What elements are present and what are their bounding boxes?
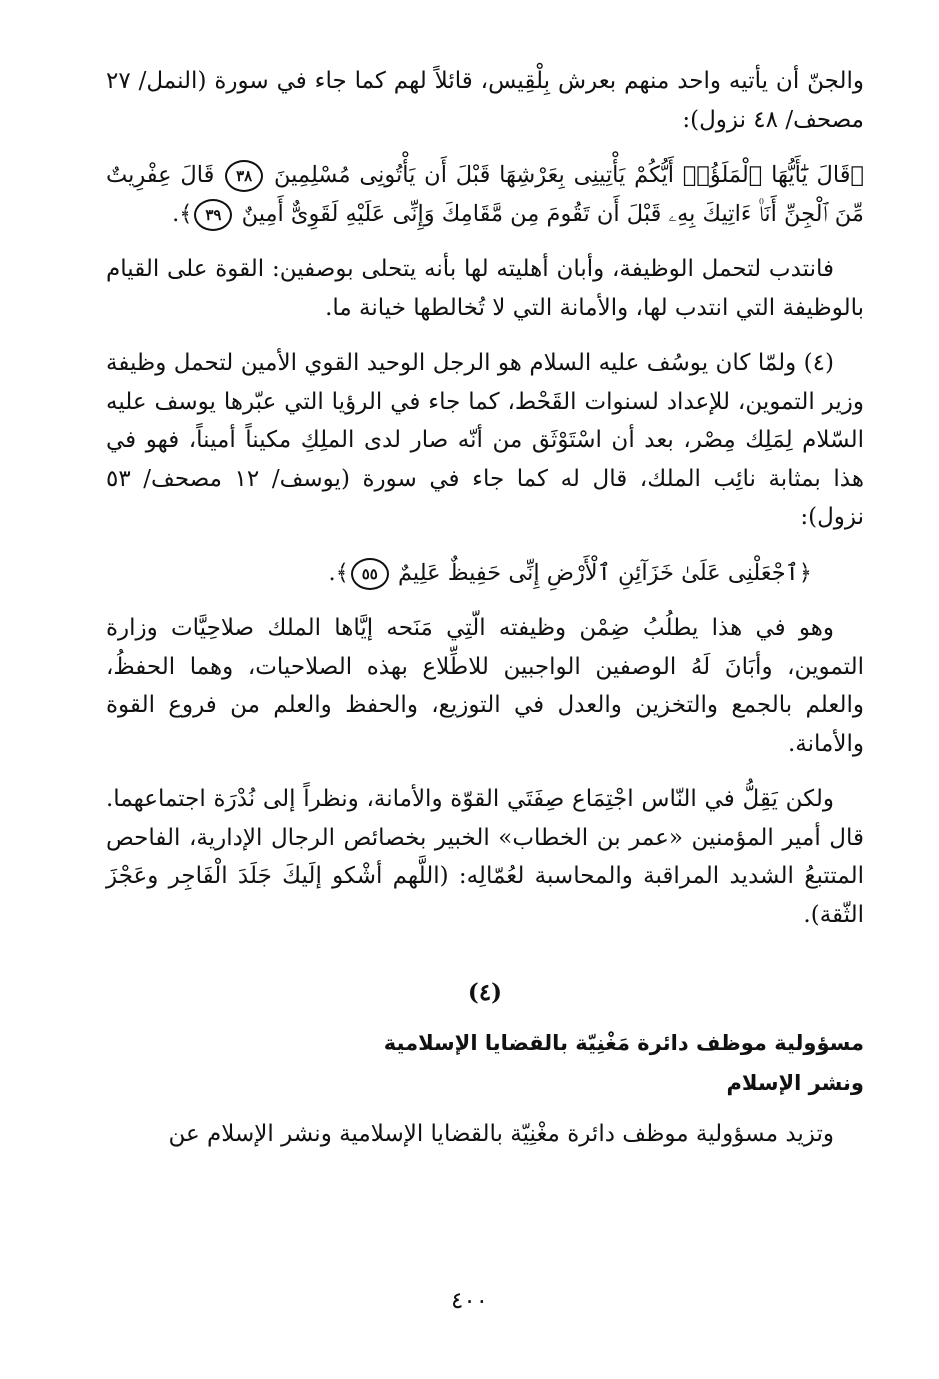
section-title-line-2: ونشر الإسلام (726, 1070, 864, 1095)
aya-number-39: ٣٩ (194, 199, 232, 231)
verse-1-text-a: ﴿قَالَ يَٰٓأَيُّهَا ٱلْمَلَؤُا۟ أَيُّكُمْ يَأْتِينِى بِعَرْشِهَا قَبْلَ أَن يَأْتُونِى مُسْلِمِينَ (274, 162, 864, 188)
page-number: ٤٠٠ (450, 1288, 489, 1314)
verse-2-end: ﴾. (328, 559, 349, 586)
paragraph-1: والجنّ أن يأتيه واحد منهم بعرش بِلْقِيس، قائلاً لهم كما جاء في سورة (النمل/ ٢٧ مصحف/ ٤٨ نزول): (106, 68, 864, 133)
aya-number-38: ٣٨ (225, 160, 263, 192)
section-number: (٤) (467, 979, 503, 1006)
section-title-line-1: مسؤولية موظف دائرة مَغْنِيّة بالقضايا الإسلامية (383, 1030, 864, 1055)
book-page (106, 62, 864, 1170)
section-title (106, 1023, 864, 1103)
last-paragraph: وتزيد مسؤولية موظف دائرة مغْنِيّة بالقضايا الإسلامية ونشر الإسلام عن (168, 1120, 834, 1147)
aya-number-55: ٥٥ (351, 558, 389, 590)
quran-verse-2 (106, 554, 864, 593)
verse-1-text-b: قَالَ عِفْرِيتٌ مِّنَ ٱلْجِنِّ أَنَا۠ ءَاتِيكَ بِهِۦ قَبْلَ أَن تَقُومَ مِن مَّقَامِكَ وَإِنِّى عَلَيْهِ لَقَوِىٌّ أَمِينٌ (106, 162, 864, 227)
paragraph-4: وهو في هذا يطلُبُ ضِمْن وظيفته الّتِي مَنَحه إيَّاها الملك صلاحِيَّات وزارة التموين، وأبَانَ لَهُ الوصفين الواجبين للاطِّلاع بهذه الصلاحيات، وهما الحفظُ، والعلم بالجمع والتخزين والعدل في التوزيع، والحفظ والعلم من فروع القوة والأمانة. (106, 615, 864, 757)
paragraph-3: (٤) ولمّا كان يوسُف عليه السلام هو الرجل الوحيد القوي الأمين لتحمل وظيفة وزير التموين، للإعداد لسنوات القَحْط، كما جاء في الرؤيا التي عبّرها يوسف عليه السّلام لِمَلِك مِصْر، بعد أن اسْتَوْثَق من أنّه صار لدى الملِكِ مكيناً أميناً، فهو في هذا بمثابة نائِب الملك، قال له كما جاء في سورة (يوسف/ ١٢ مصحف/ ٥٣ نزول): (106, 350, 864, 530)
paragraph-5: ولكن يَقِلُّ في النّاس اجْتِمَاع صِفَتَي القوّة والأمانة، ونظراً إلى نُدْرَة اجتماعهما. قال أمير المؤمنين «عمر بن الخطاب» الخبير بخصائص الرجال الإدارية، الفاحص المتتبعُ الشديد المراقبة والمحاسبة لعُمّالِه: (اللَّهم أشْكو إلَيكَ جَلَدَ الْفَاجِر وعَجْزَ الثّقة). (106, 786, 864, 928)
verse-1-end: ﴾. (172, 200, 193, 227)
paragraph-2: فانتدب لتحمل الوظيفة، وأبان أهليته لها بأنه يتحلى بوصفين: القوة على القيام بالوظيفة التي انتدب لها، والأمانة التي لا تُخالطها خيانة ما. (106, 256, 864, 321)
verse-2-text: ﴿ٱجْعَلْنِى عَلَىٰ خَزَآئِنِ ٱلْأَرْضِ إِنِّى حَفِيظٌ عَلِيمٌ (397, 559, 812, 586)
quran-verse-1 (106, 156, 864, 233)
